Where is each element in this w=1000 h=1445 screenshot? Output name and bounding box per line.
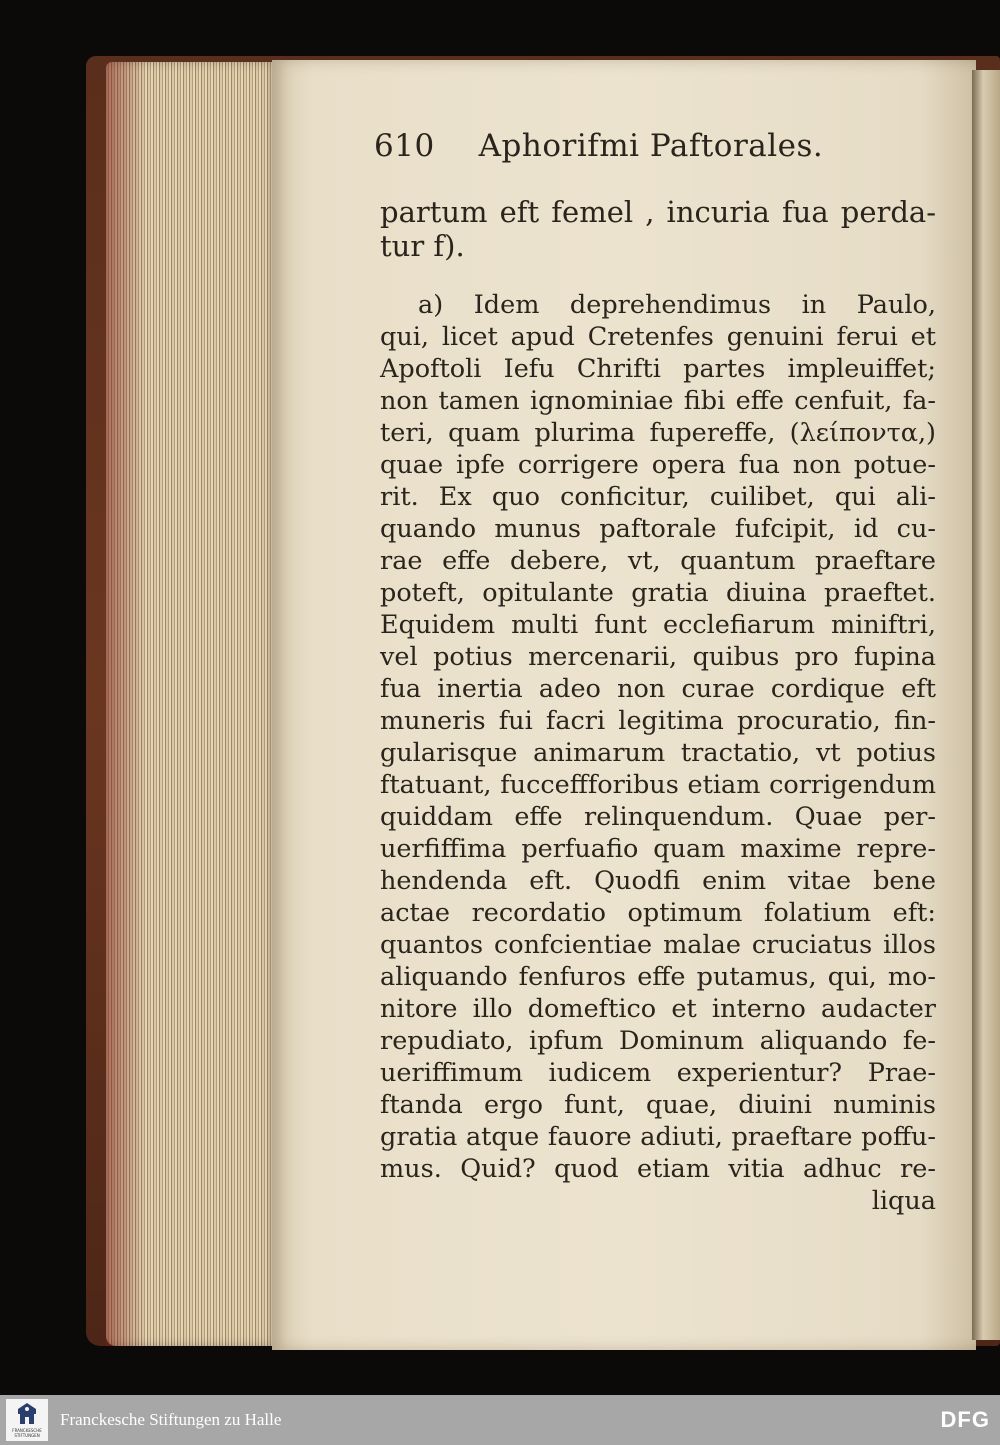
text-line: nitore illo domeftico et interno audacter <box>380 994 936 1024</box>
running-title: Aphorifmi Paftorales. <box>478 128 824 164</box>
text-line: hendenda eft. Quodfi enim vitae bene <box>380 866 936 896</box>
text-line: tur f). <box>380 229 465 263</box>
text-line: vel potius mercenarii, quibus pro fupina <box>380 642 936 672</box>
text-line: non tamen ignominiae fibi effe cenfuit, fa- <box>380 386 936 416</box>
text-line: actae recordatio optimum folatium eft: <box>380 898 936 928</box>
logo-text: FRANCKESCHE STIFTUNGEN <box>12 1428 42 1438</box>
text-line: gratia atque fauore adiuti, praeftare poffu- <box>380 1122 936 1152</box>
text-line: aliquando fenfuros effe putamus, qui, mo- <box>380 962 936 992</box>
page-edges <box>106 62 278 1346</box>
text-line: repudiato, ipfum Dominum aliquando fe- <box>380 1026 936 1056</box>
text-block <box>380 195 936 1217</box>
next-page-edge <box>972 70 1000 1340</box>
text-line: rae effe debere, vt, quantum praeftare <box>380 546 936 576</box>
text-line: quando munus paftorale fufcipit, id cu- <box>380 514 936 544</box>
page-number: 610 <box>374 128 435 164</box>
text-line: uerfiffima perfuafio quam maxime repre- <box>380 834 936 864</box>
franckesche-emblem-icon <box>16 1402 38 1428</box>
institution-name[interactable]: Franckesche Stiftungen zu Halle <box>60 1410 282 1429</box>
text-line: ueriffimum iudicem experientur? Prae- <box>380 1058 936 1088</box>
dfg-logo[interactable]: DFG <box>940 1407 990 1432</box>
text-line: a) Idem deprehendimus in Paulo, <box>418 290 936 320</box>
institution-logo[interactable] <box>6 1399 48 1441</box>
text-line: rit. Ex quo conficitur, cuilibet, qui ali- <box>380 482 936 512</box>
text-line: fua inertia adeo non curae cordique eft <box>380 674 936 704</box>
text-line: ftanda ergo funt, quae, diuini numinis <box>380 1090 936 1120</box>
text-line: muneris fui facri legitima procuratio, fin- <box>380 706 936 736</box>
text-line: quantos confcientiae malae cruciatus illos <box>380 930 936 960</box>
text-line: ftatuant, fucceffforibus etiam corrigendum <box>380 770 936 800</box>
text-line: quiddam effe relinquendum. Quae per- <box>380 802 936 832</box>
text-line: qui, licet apud Cretenfes genuini ferui et <box>380 322 936 352</box>
text-line: quae ipfe corrigere opera fua non potue- <box>380 450 936 480</box>
text-line: partum eft femel , incuria fua perda- <box>380 195 936 229</box>
text-line: teri, quam plurima fupereffe, (λείποντα,) <box>380 418 936 448</box>
text-line: poteft, opitulante gratia diuina praeftet. <box>380 578 936 608</box>
text-line: Apoftoli Iefu Chrifti partes impleuiffet; <box>380 354 936 384</box>
footer-bar <box>0 1395 1000 1445</box>
text-line: gularisque animarum tractatio, vt potius <box>380 738 936 768</box>
text-line: mus. Quid? quod etiam vitia adhuc re- <box>380 1154 936 1184</box>
catchword: liqua <box>871 1186 936 1216</box>
running-head <box>374 128 823 164</box>
text-line: Equidem multi funt ecclefiarum miniftri, <box>380 610 936 640</box>
